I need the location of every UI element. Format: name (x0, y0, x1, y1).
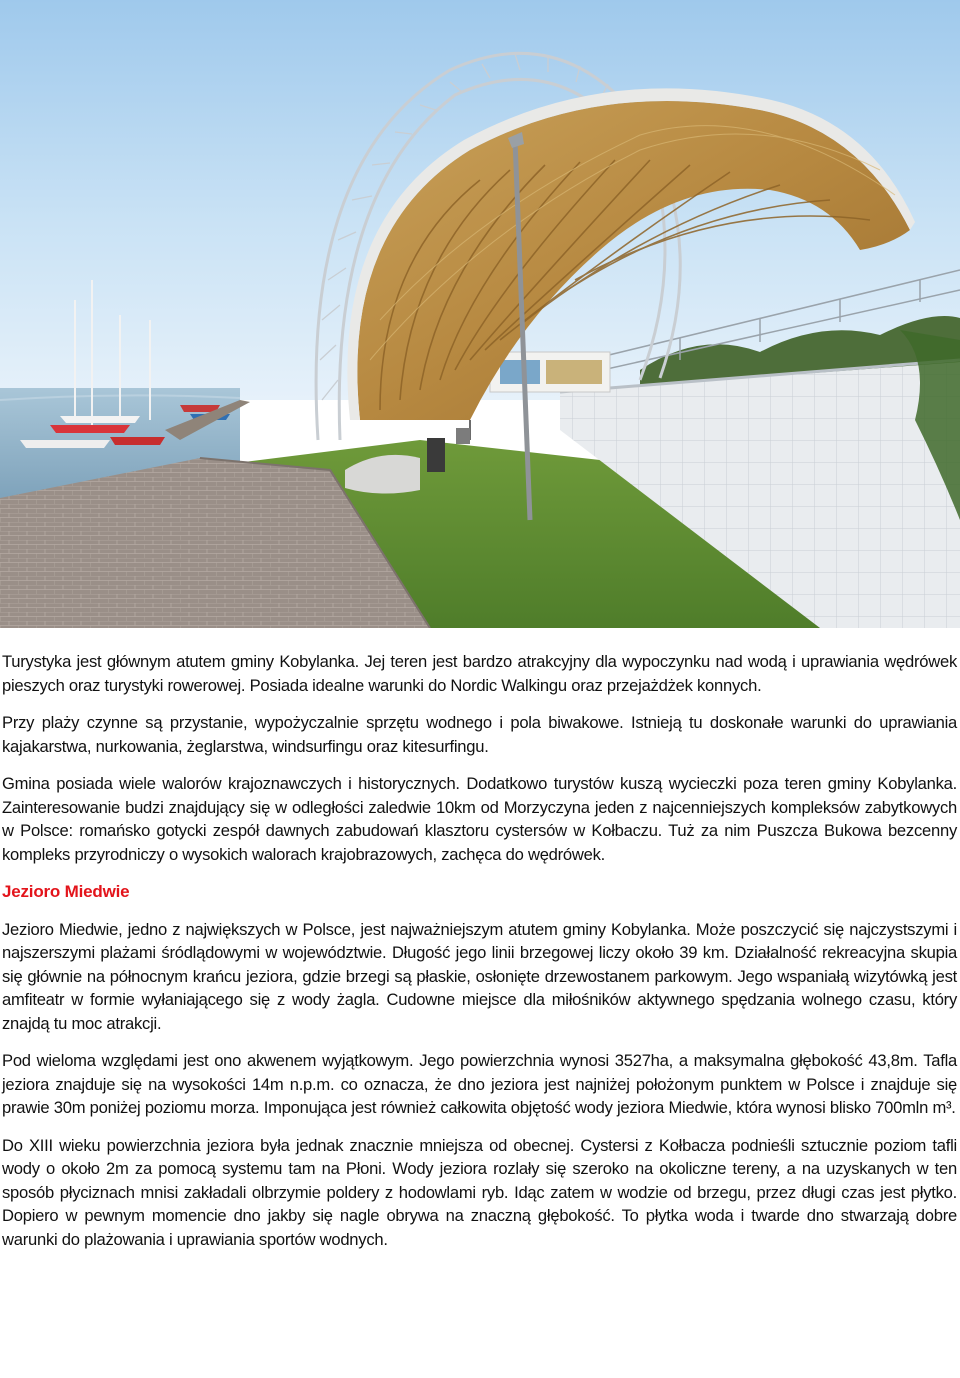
paragraph-lake-history: Do XIII wieku powierzchnia jeziora była jednak znacznie mniejsza od obecnej. Cystersi z Kołbacza podnieśli sztucznie poziom tafli wody o około 2m za pomocą systemu tam na Płoni. Wody jeziora rozlały się szeroko na okoliczne tereny, a na uzyskanych w ten sposób płyciznach mnisi zakładali olbrzymie poldery z hodowlami ryb. Idąc zatem w wodzie od brzegu, przez długi czas jest płytko. Dopiero w pewnym momencie dno jakby się nagle obrywa na znaczną głębokość. To płytka woda i twarde dno stwarzają dobre warunki do plażowania i uprawiania sportów wodnych. (2, 1135, 957, 1249)
paragraph-intro: Turystyka jest głównym atutem gminy Kobylanka. Jej teren jest bardzo atrakcyjny dla wypoczynku nad wodą i uprawiania wędrówek pieszych oraz turystyki rowerowej. Posiada idealne warunki do Nordic Walkingu oraz przejażdżek konnych. (2, 652, 957, 695)
paragraph-attractions: Gmina posiada wiele walorów krajoznawczych i historycznych. Dodatkowo turystów kuszą wycieczki poza teren gminy Kobylanka. Zainteresowanie budzi znajdujący się w odległości zaledwie 10km od Morzyczyna jeden z najcenniejszych kompleksów zabytkowych w Polsce: romańsko gotycki zespół dawnych zabudowań klasztoru cystersów w Kołbaczu. Tuż za nim Puszcza Bukowa bezcenny kompleks przyrodniczy o wysokich walorach krajobrazowych, zachęca do wędrówek. (2, 774, 957, 864)
amphitheatre-photo (0, 0, 960, 628)
paragraph-lake-facts: Pod wieloma względami jest ono akwenem wyjątkowym. Jego powierzchnia wynosi 3527ha, a maksymalna głębokość 43,8m. Tafla jeziora znajduje się na wysokości 14m n.p.m. co oznacza, że dno jeziora jest najniżej położonym punktem w Polsce i znajduje się prawie 30m poniżej poziomu morza. Imponująca jest również całkowita objętość wody jeziora Miedwie, która wynosi blisko 700mln m³. (2, 1051, 957, 1117)
paragraph-lake-intro: Jezioro Miedwie, jedno z największych w Polsce, jest najważniejszym atutem gminy Kobylanka. Może poszczycić się najczystszymi i najszerszymi plażami śródlądowymi w województwie. Długość jego linii brzegowej liczy około 39 km. Działalność rekreacyjna skupia się głównie na północnym krańcu jeziora, gdzie brzegi są płaskie, osłonięte drzewostanem parkowym. Jego wspaniałą wizytówką jest amfiteatr w formie wyłaniającego się z wody żagla. Cudowne miejsce dla miłośników aktywnego spędzania wolnego czasu, który znajdą tu moc atrakcji. (2, 919, 957, 1033)
paragraph-beach: Przy plaży czynne są przystanie, wypożyczalnie sprzętu wodnego i pola biwakowe. Istnieją tu doskonałe warunki do uprawiania kajakarstwa, nurkowania, żeglarstwa, windsurfingu oraz kitesurfingu. (2, 713, 957, 756)
article-body (2, 650, 957, 1265)
section-heading-lake: Jezioro Miedwie (2, 882, 130, 901)
